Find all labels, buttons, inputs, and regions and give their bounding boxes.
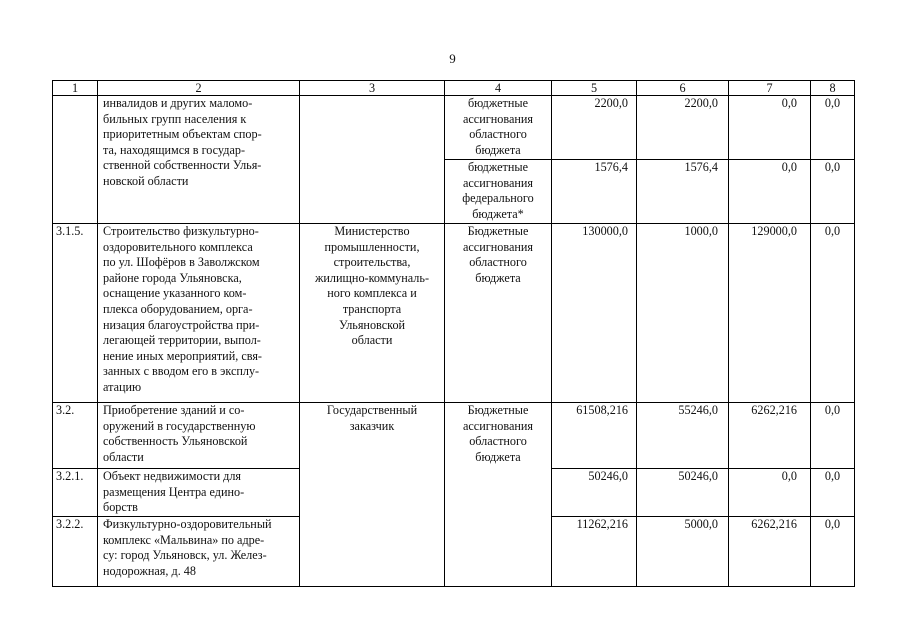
year-value-cell: 0,0: [811, 96, 855, 160]
cell-text-line: ассигнования: [462, 418, 534, 433]
cell-text-line: ассигнования: [462, 111, 534, 126]
total-cell: 50246,0: [552, 469, 637, 517]
cell-text-line: промышленности,: [324, 239, 420, 254]
col-header-2: 2: [98, 81, 300, 96]
executor-cell: [300, 96, 445, 224]
total-cell: 2200,0: [552, 96, 637, 160]
cell-text-line: оружений в государственную: [103, 418, 256, 433]
cell-text-line: областного: [469, 434, 527, 449]
cell-text-line: плекса оборудованием, орга-: [103, 301, 253, 316]
cell-text-line: бюджета: [475, 142, 521, 157]
year-value-cell: 1000,0: [637, 224, 729, 403]
cell-text-line: Приобретение зданий и со-: [103, 403, 245, 417]
cell-text-line: Бюджетные: [467, 224, 529, 238]
cell-text-line: области: [103, 449, 144, 464]
cell-text-line: районе города Ульяновска,: [103, 270, 242, 285]
measure-name-cell: [98, 469, 300, 517]
cell-text-line: строительства,: [333, 255, 411, 270]
table-row: [53, 224, 855, 403]
measure-name-cell: [98, 224, 300, 403]
row-number-cell: 3.2.2.: [53, 517, 98, 587]
cell-text-line: атацию: [103, 379, 142, 394]
cell-text-line: бюджетные: [467, 96, 528, 110]
year-value-cell: 129000,0: [729, 224, 811, 403]
cell-text-line: Физкультурно-оздоровительный: [103, 517, 272, 531]
col-header-1: 1: [53, 81, 98, 96]
cell-text-line: нодорожная, д. 48: [103, 563, 196, 578]
year-value-cell: 6262,216: [729, 403, 811, 469]
cell-text-line: ного комплекса и: [327, 286, 417, 301]
cell-text-line: приоритетным объектам спор-: [103, 127, 262, 142]
measure-name-cell: [98, 403, 300, 469]
measure-name-cell: [98, 517, 300, 587]
year-value-cell: 2200,0: [637, 96, 729, 160]
year-value-cell: 0,0: [811, 469, 855, 517]
cell-text-line: по ул. Шофёров в Заволжском: [103, 255, 260, 270]
cell-text-line: нение иных мероприятий, свя-: [103, 348, 262, 363]
cell-text-line: бюджетные: [467, 160, 528, 174]
total-cell: 11262,216: [552, 517, 637, 587]
page-number: 9: [449, 51, 456, 66]
year-value-cell: 0,0: [729, 96, 811, 160]
funding-source-cell: [445, 160, 552, 224]
cell-text-line: Министерство: [334, 224, 410, 238]
budget-table: [52, 80, 855, 587]
cell-text-line: области: [351, 333, 393, 348]
col-header-5: 5: [552, 81, 637, 96]
row-number-cell: [53, 96, 98, 224]
cell-text-line: Бюджетные: [467, 403, 529, 417]
cell-text-line: бильных групп населения к: [103, 111, 247, 126]
year-value-cell: 50246,0: [637, 469, 729, 517]
total-cell: 61508,216: [552, 403, 637, 469]
row-number-cell: 3.2.: [53, 403, 98, 469]
cell-text-line: оздоровительного комплекса: [103, 239, 253, 254]
cell-text-line: Строительство физкультурно-: [103, 224, 259, 238]
year-value-cell: 0,0: [811, 224, 855, 403]
executor-cell: [300, 403, 445, 587]
year-value-cell: 0,0: [811, 160, 855, 224]
col-header-6: 6: [637, 81, 729, 96]
col-header-8: 8: [811, 81, 855, 96]
table-row: [53, 96, 855, 160]
total-cell: 130000,0: [552, 224, 637, 403]
row-number-cell: 3.1.5.: [53, 224, 98, 403]
cell-text-line: ственной собственности Улья-: [103, 158, 262, 173]
cell-text-line: ассигнования: [462, 239, 534, 254]
year-value-cell: 0,0: [729, 160, 811, 224]
cell-text-line: новской области: [103, 173, 189, 188]
year-value-cell: 0,0: [811, 403, 855, 469]
cell-text-line: борств: [103, 500, 138, 515]
cell-text-line: бюджета: [475, 449, 521, 464]
year-value-cell: 1576,4: [637, 160, 729, 224]
header-row: [53, 81, 855, 96]
cell-text-line: занных с вводом его в эксплу-: [103, 364, 260, 379]
cell-text-line: низация благоустройства при-: [103, 317, 260, 332]
cell-text-line: инвалидов и других маломо-: [103, 96, 253, 110]
cell-text-line: Объект недвижимости для: [103, 469, 242, 483]
year-value-cell: 5000,0: [637, 517, 729, 587]
col-header-4: 4: [445, 81, 552, 96]
measure-name-cell: [98, 96, 300, 224]
cell-text-line: ассигнования: [462, 175, 534, 190]
cell-text-line: та, находящимся в государ-: [103, 142, 245, 157]
table-row: [53, 403, 855, 469]
col-header-3: 3: [300, 81, 445, 96]
year-value-cell: 0,0: [729, 469, 811, 517]
cell-text-line: областного: [469, 127, 527, 142]
cell-text-line: областного: [469, 255, 527, 270]
funding-source-cell: [445, 96, 552, 160]
cell-text-line: Государственный: [326, 403, 418, 417]
row-number-cell: 3.2.1.: [53, 469, 98, 517]
executor-cell: [300, 224, 445, 403]
cell-text-line: комплекс «Мальвина» по адре-: [103, 532, 265, 547]
cell-text-line: федерального: [462, 191, 534, 206]
funding-source-cell: [445, 403, 552, 587]
cell-text-line: размещения Центра едино-: [103, 484, 245, 499]
total-cell: 1576,4: [552, 160, 637, 224]
cell-text-line: жилищно-коммуналь-: [314, 270, 430, 285]
cell-text-line: Ульяновской: [338, 317, 406, 332]
col-header-7: 7: [729, 81, 811, 96]
cell-text-line: транспорта: [342, 301, 402, 316]
year-value-cell: 55246,0: [637, 403, 729, 469]
cell-text-line: бюджета*: [472, 206, 524, 221]
cell-text-line: оснащение указанного ком-: [103, 286, 247, 301]
cell-text-line: легающей территории, выпол-: [103, 333, 261, 348]
cell-text-line: бюджета: [475, 270, 521, 285]
funding-source-cell: [445, 224, 552, 403]
year-value-cell: 6262,216: [729, 517, 811, 587]
cell-text-line: су: город Ульяновск, ул. Желез-: [103, 548, 267, 563]
cell-text-line: заказчик: [349, 418, 395, 433]
cell-text-line: собственность Ульяновской: [103, 434, 248, 449]
year-value-cell: 0,0: [811, 517, 855, 587]
